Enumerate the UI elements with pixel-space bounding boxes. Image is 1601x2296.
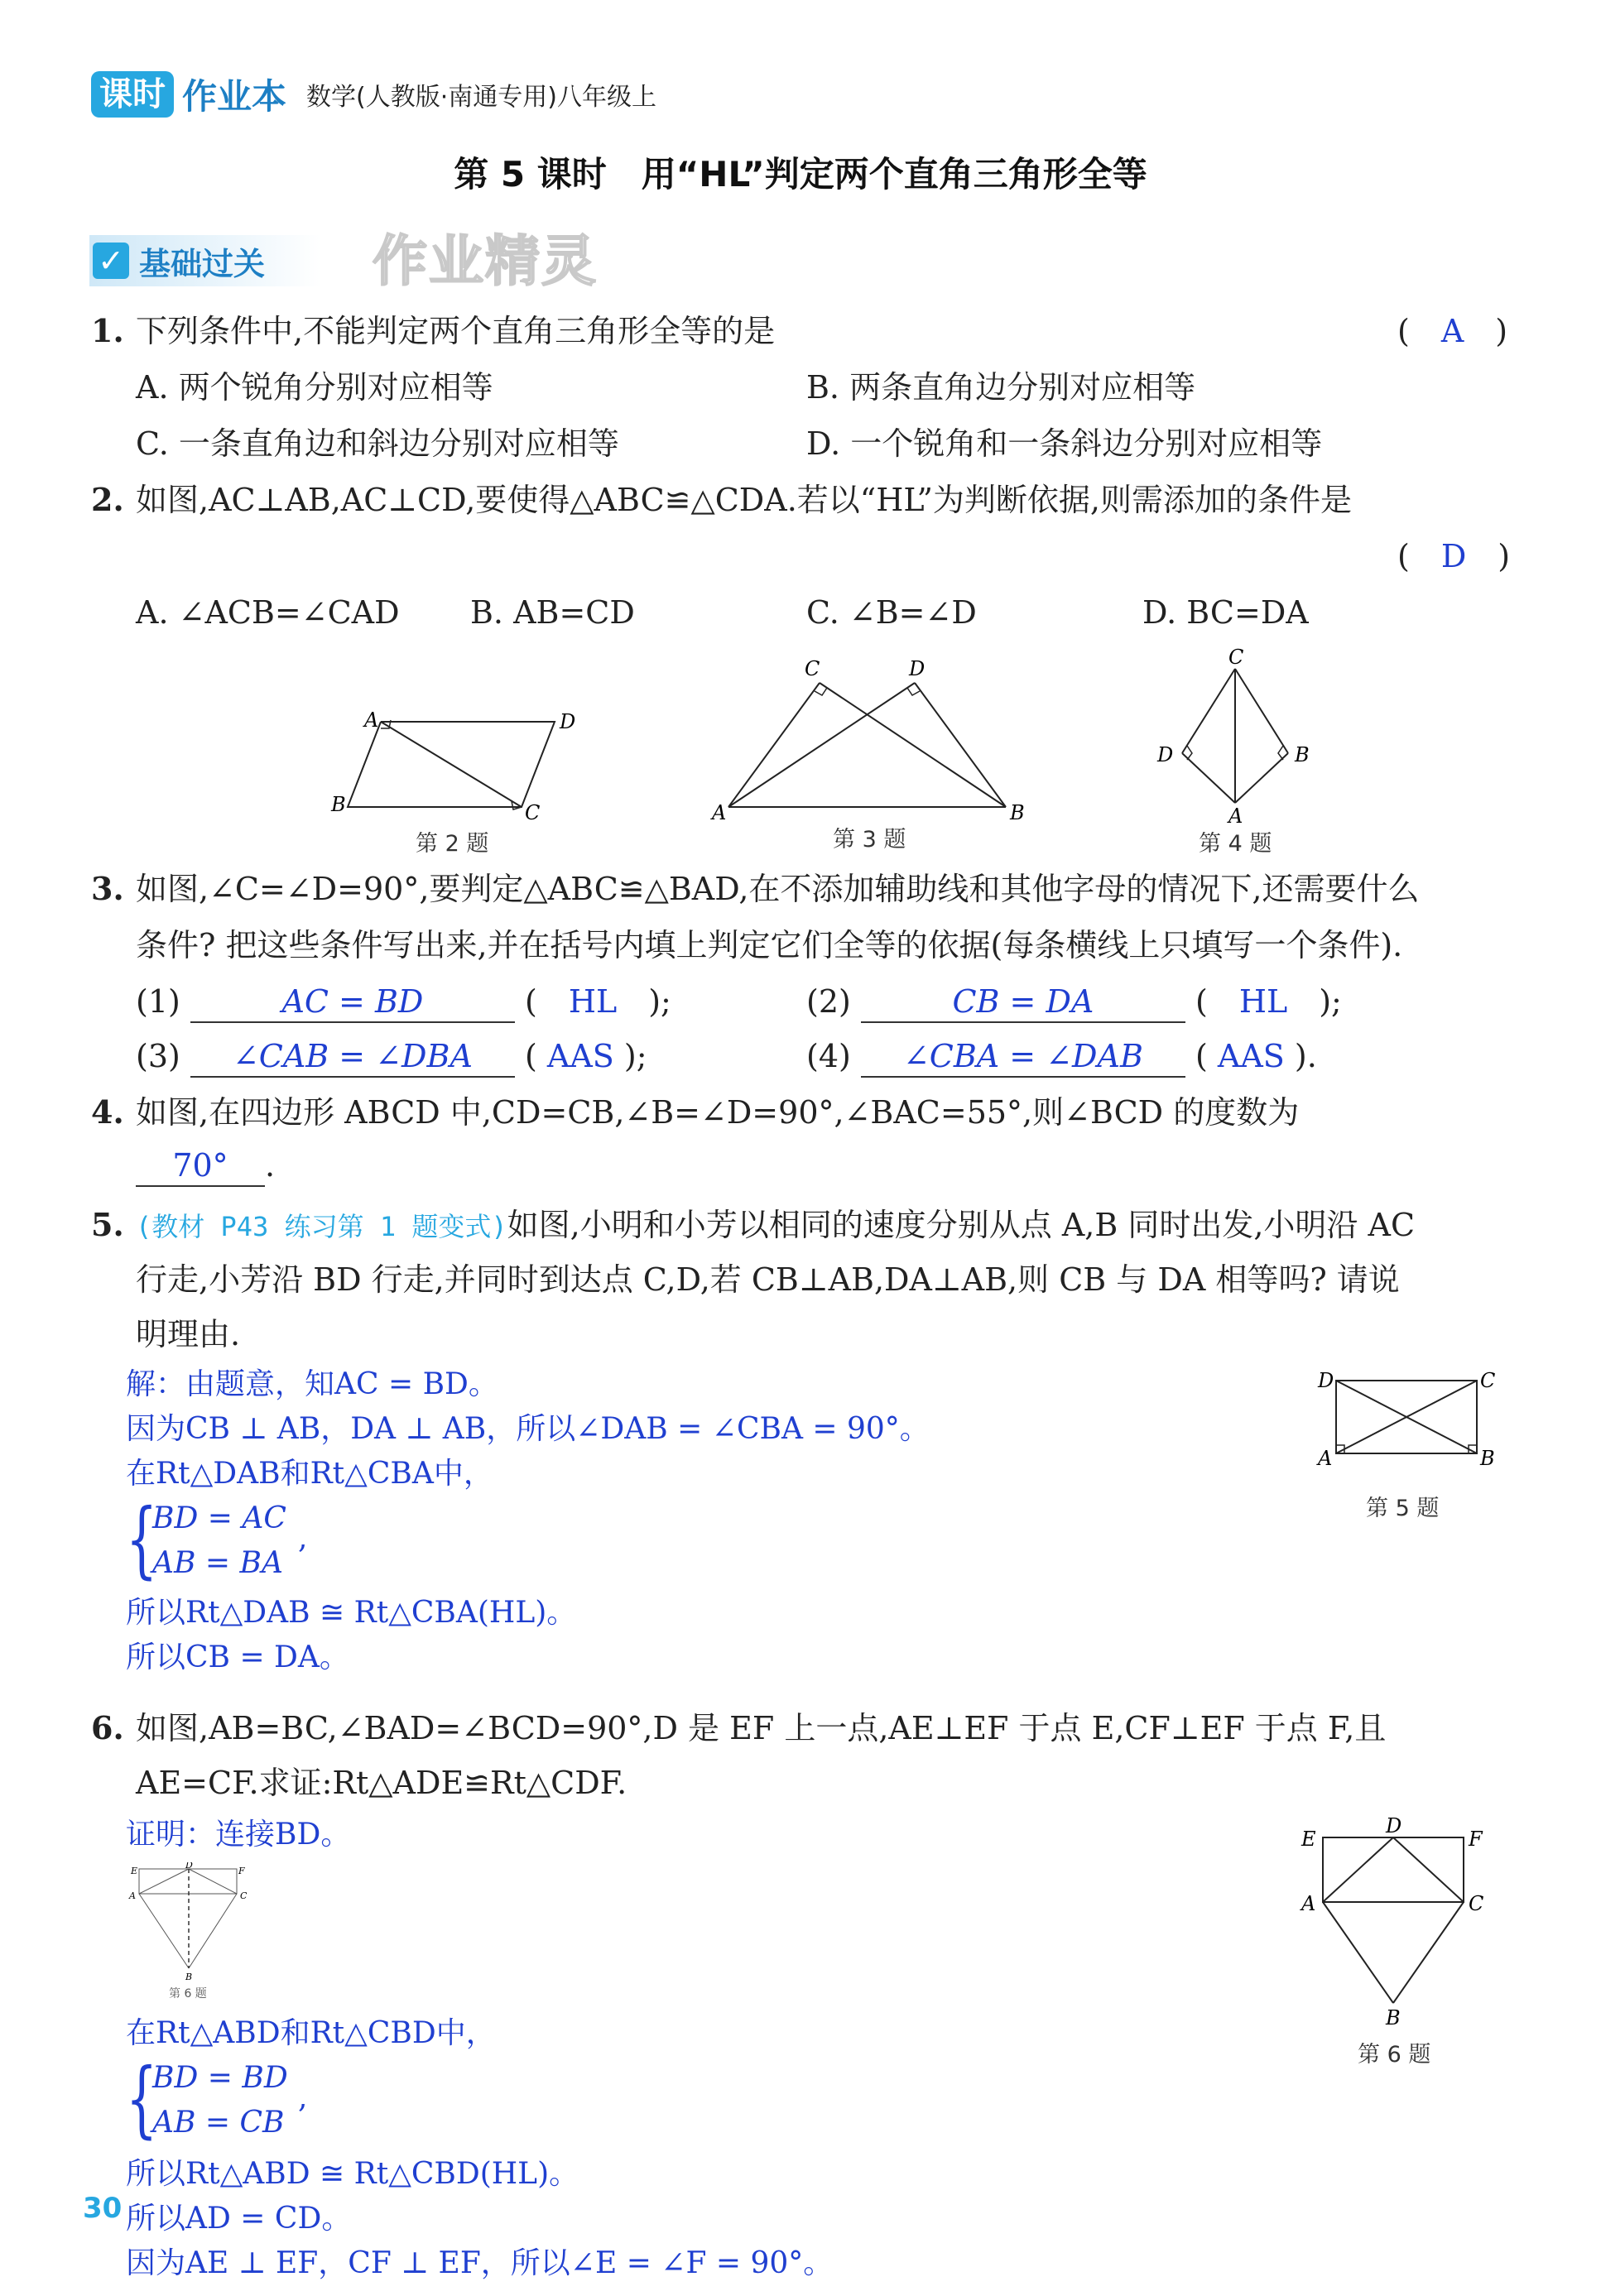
- q2-text: 如图,AC⊥AB,AC⊥CD,要使得△ABC≌△CDA.若以“HL”为判断依据,则需添加的条件是: [136, 482, 1352, 518]
- q3-item4-reason: AAS: [1217, 1038, 1285, 1074]
- svg-text:A: A: [364, 708, 379, 732]
- q3-line1: 如图,∠C=∠D=90°,要判定△ABC≌△BAD,在不添加辅助线和其他字母的情况下,还需要什么: [136, 871, 1420, 907]
- q6-proof-5: 所以Rt△ABD ≅ Rt△CBD(HL)。: [126, 2157, 579, 2191]
- section-label: 基础过关: [139, 245, 266, 282]
- svg-text:B: B: [1386, 2006, 1401, 2029]
- svg-text:A: A: [1228, 805, 1243, 828]
- q6-proof-3: BD = BD: [152, 2061, 288, 2095]
- q5-solution-3: 在Rt△DAB和Rt△CBA中，: [126, 1457, 493, 1491]
- q3-item3-reason: AAS: [546, 1038, 614, 1074]
- q1-option-c: C. 一条直角边和斜边分别对应相等: [136, 425, 619, 462]
- figure-q5-caption: 第 5 题: [1366, 1496, 1440, 1521]
- svg-text:B: B: [331, 793, 346, 816]
- svg-text:F: F: [1469, 1828, 1483, 1851]
- q2-option-c: C. ∠B=∠D: [806, 594, 977, 631]
- q6-line1: 如图,AB=BC,∠BAD=∠BCD=90°,D 是 EF 上一点,AE⊥EF 于点 E,CF⊥EF 于点 F,且: [136, 1710, 1387, 1746]
- q5-solution-1: 解：由题意，知AC = BD。: [126, 1367, 498, 1401]
- q3-line2: 条件? 把这些条件写出来,并在括号内填上判定它们全等的依据(每条横线上只填写一个条件).: [136, 927, 1403, 963]
- svg-text:D: D: [1318, 1369, 1334, 1392]
- svg-text:A: A: [1318, 1447, 1333, 1470]
- q4-num: 4.: [91, 1093, 124, 1131]
- q5-num: 5.: [91, 1206, 124, 1243]
- svg-text:A: A: [1301, 1892, 1316, 1915]
- logo-text: 作业本: [182, 76, 287, 117]
- q1-answer-paren: ( A ): [1397, 313, 1508, 349]
- q5-text1: 如图,小明和小芳以相同的速度分别从点 A,B 同时出发,小明沿 AC: [507, 1207, 1416, 1243]
- q5-solution-5: AB = BA: [152, 1546, 283, 1580]
- watermark: 作业精灵: [373, 229, 598, 293]
- q5-solution-7: 所以CB = DA。: [126, 1640, 349, 1674]
- q2-option-a: A. ∠ACB=∠CAD: [136, 594, 400, 631]
- svg-text:C: C: [1228, 646, 1244, 669]
- figure-q3: [704, 646, 1035, 828]
- svg-text:C: C: [1480, 1369, 1496, 1392]
- svg-text:B: B: [1480, 1447, 1495, 1470]
- q3-item2-answer: CB = DA: [861, 982, 1185, 1023]
- q2-answer-paren: ( D ): [1397, 538, 1511, 574]
- q5-source: (教材 P43 练习第 1 题变式): [136, 1211, 507, 1242]
- figure-q2-caption: 第 2 题: [416, 831, 489, 857]
- svg-text:C: C: [1469, 1892, 1484, 1915]
- q5-comma: ,: [298, 1521, 308, 1555]
- svg-text:A: A: [129, 1890, 136, 1901]
- q1-text: 下列条件中,不能判定两个直角三角形全等的是: [136, 313, 776, 349]
- q6-proof-2: 在Rt△ABD和Rt△CBD中，: [126, 2016, 496, 2050]
- q2-num: 2.: [91, 481, 124, 518]
- q2-option-d: D. BC=DA: [1142, 594, 1309, 631]
- page-number: 30: [83, 2192, 123, 2225]
- svg-text:E: E: [1301, 1828, 1316, 1851]
- q3-item1-label: (1): [136, 983, 180, 1020]
- svg-text:F: F: [238, 1866, 245, 1876]
- svg-text:C: C: [240, 1890, 248, 1901]
- svg-text:C: C: [805, 657, 820, 680]
- figure-q5: [1300, 1362, 1507, 1470]
- figure-q6-small-caption: 第 6 题: [169, 1987, 207, 2001]
- q3-item3-answer: ∠CAB = ∠DBA: [190, 1036, 515, 1078]
- q5-solution-4: BD = AC: [152, 1501, 286, 1535]
- figure-q6: [1291, 1813, 1507, 2036]
- q1-answer: A: [1440, 313, 1464, 349]
- q5-line2: 行走,小芳沿 BD 行走,并同时到达点 C,D,若 CB⊥AB,DA⊥AB,则 CB 与 DA 相等吗? 请说: [136, 1261, 1400, 1298]
- figure-q4-caption: 第 4 题: [1199, 831, 1272, 857]
- q5-brace: {: [126, 1491, 158, 1588]
- svg-text:D: D: [909, 657, 926, 680]
- q3-item4-answer: ∠CBA = ∠DAB: [861, 1036, 1185, 1078]
- svg-text:D: D: [560, 710, 576, 733]
- figure-q6-caption: 第 6 题: [1358, 2042, 1431, 2068]
- figure-q6-small: [124, 1862, 257, 1995]
- q2-option-b: B. AB=CD: [470, 594, 635, 631]
- q1-option-d: D. 一个锐角和一条斜边分别对应相等: [806, 425, 1323, 462]
- q6-proof-4: AB = CB: [152, 2106, 285, 2140]
- q5-line3: 明理由.: [136, 1316, 241, 1352]
- svg-text:B: B: [1010, 801, 1025, 824]
- q3-item4: (4) ∠CBA = ∠DAB ( AAS ).: [806, 1036, 1317, 1078]
- svg-text:B: B: [185, 1972, 193, 1982]
- q6-brace: {: [126, 2050, 158, 2147]
- header-subtitle: 数学(人教版·南通专用)八年级上: [306, 83, 656, 112]
- q3-item1-reason: HL: [568, 983, 618, 1020]
- logo-mark: 课时: [91, 71, 174, 118]
- figure-q3-caption: 第 3 题: [833, 827, 906, 853]
- q5-solution-6: 所以Rt△DAB ≅ Rt△CBA(HL)。: [126, 1596, 577, 1630]
- q6-proof-1: 证明：连接BD。: [126, 1818, 351, 1852]
- q5-line1: [136, 1205, 1415, 1246]
- check-icon: ✓: [93, 243, 129, 279]
- q3-item4-label: (4): [806, 1038, 851, 1074]
- q3-item2-reason: HL: [1238, 983, 1288, 1020]
- svg-text:D: D: [185, 1862, 193, 1871]
- svg-text:B: B: [1295, 743, 1310, 766]
- q3-num: 3.: [91, 870, 124, 907]
- svg-text:D: D: [1386, 1814, 1402, 1837]
- q3-item1: (1) AC = BD ( HL );: [136, 982, 671, 1023]
- q3-item3-label: (3): [136, 1038, 180, 1074]
- q5-solution-2: 因为CB ⊥ AB，DA ⊥ AB，所以∠DAB = ∠CBA = 90°。: [126, 1412, 930, 1446]
- q3-item3: (3) ∠CAB = ∠DBA ( AAS );: [136, 1036, 647, 1078]
- q1-option-a: A. 两个锐角分别对应相等: [136, 369, 493, 406]
- figure-q4: [1142, 646, 1325, 828]
- svg-text:D: D: [1157, 743, 1174, 766]
- q2-answer: D: [1440, 538, 1467, 574]
- q3-item1-answer: AC = BD: [190, 982, 515, 1023]
- q6-proof-6: 所以AD = CD。: [126, 2202, 352, 2236]
- section-header: [89, 235, 321, 286]
- svg-text:A: A: [712, 801, 727, 824]
- q6-comma: ,: [298, 2081, 308, 2115]
- q6-proof-7: 因为AE ⊥ EF，CF ⊥ EF，所以∠E = ∠F = 90°。: [126, 2246, 834, 2280]
- svg-text:E: E: [131, 1866, 138, 1876]
- lesson-title: 第 5 课时 用“HL”判定两个直角三角形全等: [454, 154, 1147, 195]
- q4-line1: 如图,在四边形 ABCD 中,CD=CB,∠B=∠D=90°,∠BAC=55°,则∠BCD 的度数为: [136, 1094, 1300, 1131]
- q3-item2: (2) CB = DA ( HL );: [806, 982, 1342, 1023]
- svg-text:C: C: [525, 801, 541, 824]
- header-logo: [91, 70, 656, 119]
- figure-q2: [306, 704, 604, 828]
- q1-option-b: B. 两条直角边分别对应相等: [806, 369, 1196, 406]
- q6-line2: AE=CF.求证:Rt△ADE≌Rt△CDF.: [136, 1765, 627, 1801]
- q1-num: 1.: [91, 312, 124, 349]
- q4-answer-line: 70° .: [136, 1146, 275, 1187]
- q6-num: 6.: [91, 1709, 124, 1746]
- q3-item2-label: (2): [806, 983, 851, 1020]
- q4-answer: 70°: [136, 1146, 265, 1187]
